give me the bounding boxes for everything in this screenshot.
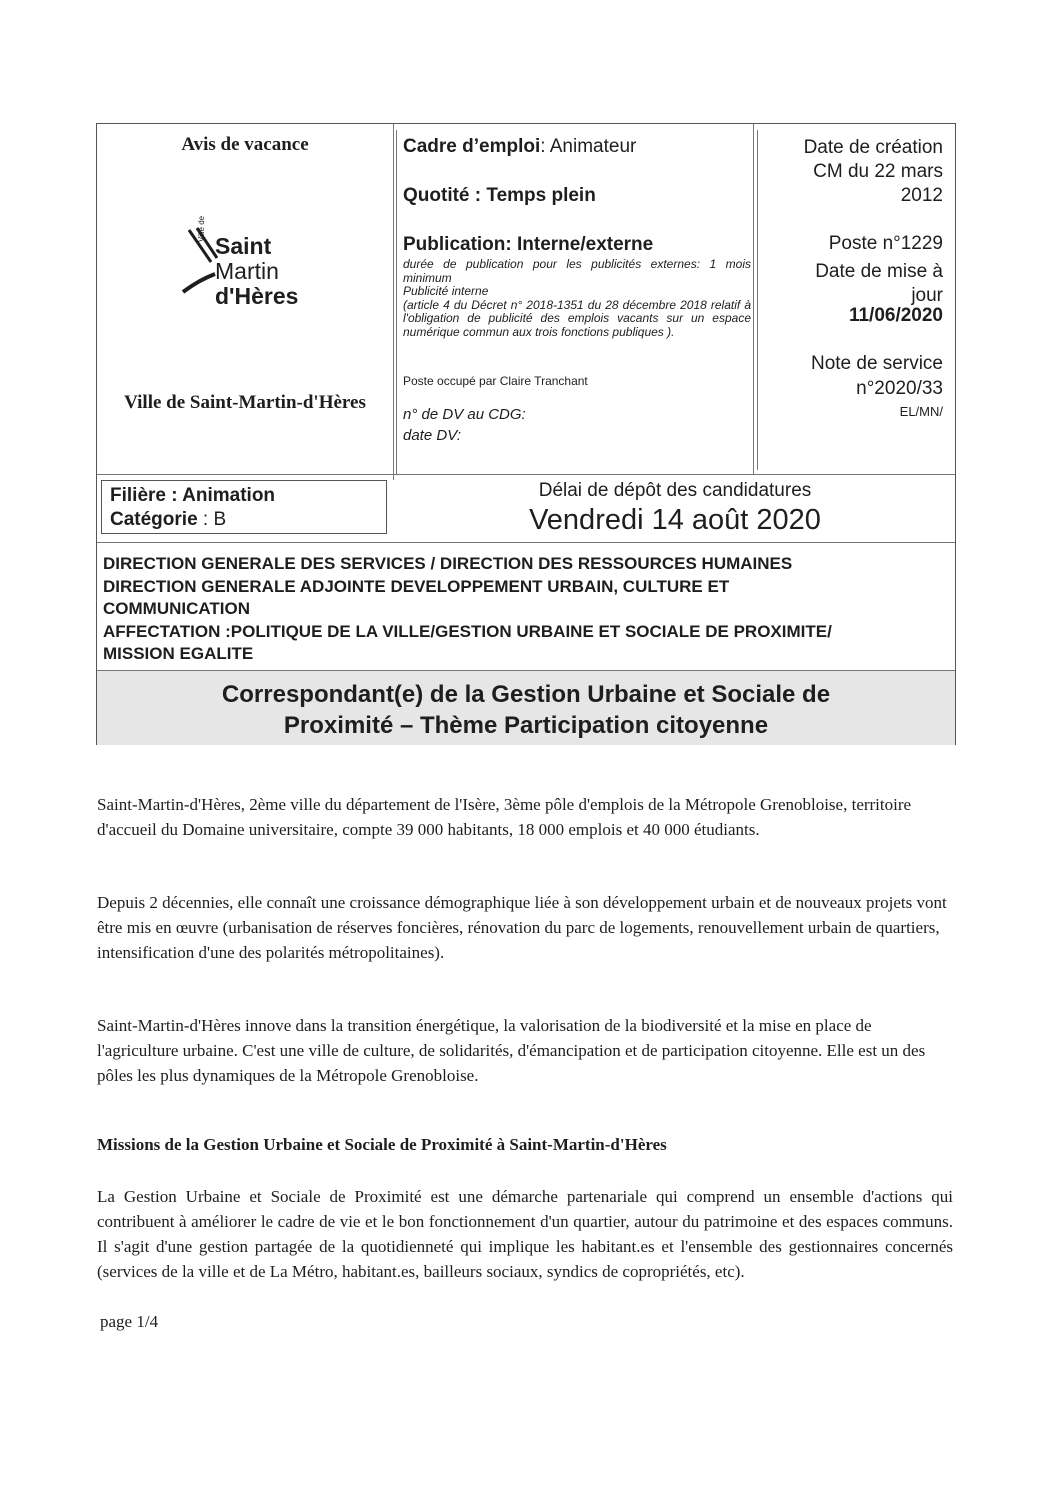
directions-block (103, 553, 832, 666)
job-title: Correspondant(e) de la Gestion Urbaine et Sociale de Proximité – Thème Participation citoyenne (221, 681, 831, 739)
divider (757, 130, 758, 470)
logo-line-saint: Saint (215, 233, 272, 259)
header-table (96, 123, 956, 745)
publication-detail: (article 4 du Décret n° 2018-1351 du 28 décembre 2018 relatif à l'obligation de publicité des emplois vacants sur un espace numérique commun aux trois fonctions publiques ). (403, 297, 751, 339)
date-mise-a-jour-value: 11/06/2020 (848, 305, 943, 326)
divider (753, 124, 754, 474)
logo-line-heres: d'Hères (215, 283, 299, 309)
deadline-label: Délai de dépôt des candidatures (538, 480, 812, 501)
direction-line: DIRECTION GENERALE ADJOINTE DEVELOPPEMENT URBAIN, CULTURE ET (103, 576, 730, 596)
innovation-paragraph: Saint-Martin-d'Hères innove dans la transition énergétique, la valorisation de la biodiversité et la mise en place de l'agriculture urbaine. C'est une ville de culture, de solidarités, d'émancipation et de participation citoyenne. Elle est un des pôles les plus dynamiques de la Métropole Grenobloise. (97, 1016, 926, 1085)
logo-line-martin: Martin (215, 258, 279, 284)
logo-vertical-text: Ville de (197, 215, 206, 242)
cadre-label: Cadre d’emploi (403, 136, 541, 157)
poste-occupe: Poste occupé par Claire Tranchant (403, 374, 588, 388)
dv-cdg: n° de DV au CDG: (403, 406, 526, 423)
logo-text (215, 234, 298, 309)
note-reference: EL/MN/ (899, 404, 943, 419)
publication-detail: durée de publication pour les publicités externes: 1 mois minimum (403, 257, 751, 285)
divider (97, 542, 955, 543)
note-number: n°2020/33 (856, 378, 943, 399)
categorie-value: : B (202, 509, 227, 530)
publication-details (403, 258, 751, 339)
publication-detail: Publicité interne (403, 284, 489, 298)
filiere: Filière : Animation (110, 485, 276, 506)
quotite: Quotité : Temps plein (403, 185, 596, 206)
poste-number: Poste n°1229 (828, 233, 943, 254)
missions-paragraph: La Gestion Urbaine et Sociale de Proximité est une démarche partenariale qui comprend un ensemble d'actions qui contribuent à améliorer le cadre de vie et le bon fonctionnement d'un quartier, autour du patrimoine et des espaces communs. Il s'agit d'une gestion partagée de la quotidienneté qui implique les habitant.es et l'ensemble des gestionnaires concernés (services de la ville et de La Métro, habitant.es, bailleurs sociaux, syndics de copropriétés, etc). (97, 1187, 953, 1281)
note-service: Note de service (810, 353, 943, 374)
publication-type: Publication: Interne/externe (403, 234, 654, 255)
divider (97, 474, 955, 475)
direction-line: COMMUNICATION (103, 599, 250, 618)
direction-line: DIRECTION GENERALE DES SERVICES / DIRECTION DES RESSOURCES HUMAINES (103, 554, 793, 573)
growth-paragraph: Depuis 2 décennies, elle connaît une croissance démographique liée à son développement urbain et de nouveaux projets vont être mis en œuvre (urbanisation de réserves foncières, rénovation du parc de logements, renouvellement urbain de quartiers, intensification d'une des polarités métropolitaines). (97, 893, 947, 962)
categorie (110, 509, 226, 531)
direction-line: MISSION EGALITE (103, 644, 254, 663)
job-title-bar (97, 670, 955, 745)
page-number: page 1/4 (100, 1312, 159, 1331)
divider (396, 130, 397, 474)
avis-title: Avis de vacance (181, 134, 309, 155)
direction-line: AFFECTATION :POLITIQUE DE LA VILLE/GESTION URBAINE ET SOCIALE DE PROXIMITE/ (103, 621, 832, 641)
section-title: Missions de la Gestion Urbaine et Sociale de Proximité à Saint-Martin-d'Hères (97, 1135, 667, 1154)
deadline-date: Vendredi 14 août 2020 (529, 504, 821, 536)
cadre-value: : Animateur (540, 136, 637, 157)
dv-date: date DV: (403, 427, 462, 444)
categorie-label: Catégorie (110, 509, 198, 530)
intro-paragraph: Saint-Martin-d'Hères, 2ème ville du département de l'Isère, 3ème pôle d'emplois de la Métropole Grenobloise, territoire d'accueil du Domaine universitaire, compte 39 000 habitants, 18 000 emplois et 40 000 étudiants. (97, 795, 912, 839)
city-name: Ville de Saint-Martin-d'Hères (124, 392, 366, 413)
cadre-emploi (403, 136, 636, 158)
divider (393, 124, 394, 480)
date-mise-a-jour: Date de mise à jour (815, 261, 943, 306)
date-creation: Date de création CM du 22 mars 2012 (803, 137, 943, 206)
filiere-box (101, 480, 387, 534)
